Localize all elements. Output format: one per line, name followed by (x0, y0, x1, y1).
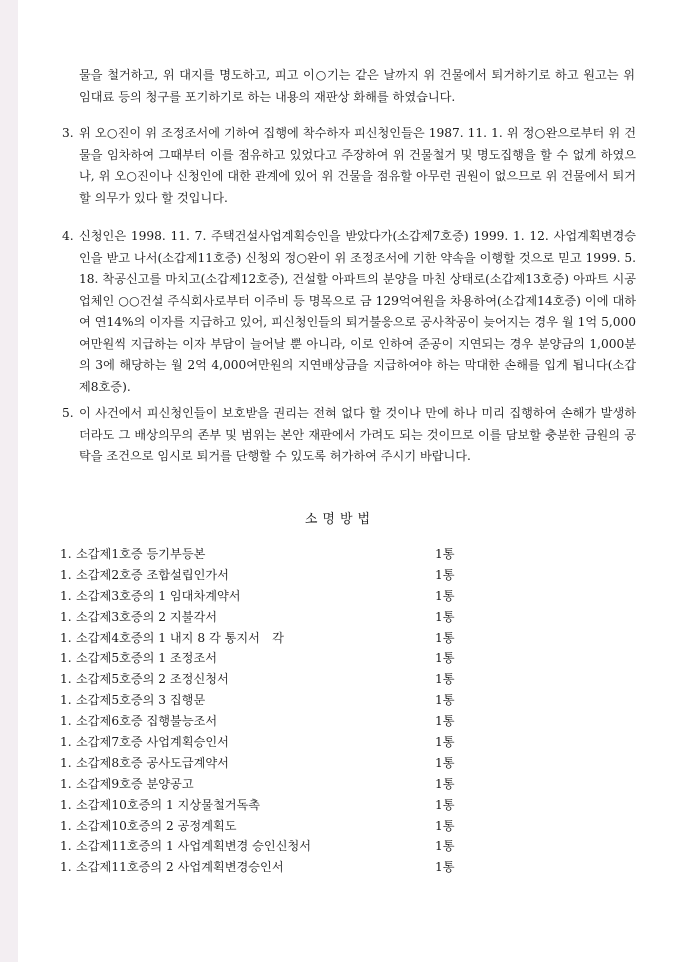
evidence-number: 1. (60, 547, 72, 561)
evidence-item (60, 648, 480, 669)
evidence-number: 1. (60, 797, 72, 812)
evidence-quantity: 1통 (435, 860, 455, 875)
evidence-number: 1. (60, 693, 72, 708)
evidence-item (60, 669, 480, 690)
evidence-quantity: 1통 (435, 776, 455, 791)
evidence-name: 소갑제2호증 조합설립인가서 (76, 567, 229, 582)
page-edge (0, 0, 18, 962)
evidence-item (60, 774, 480, 795)
evidence-number: 1. (60, 776, 72, 791)
evidence-name: 소갑제10호증의 1 지상물철거독촉 (76, 797, 261, 812)
evidence-number: 1. (60, 588, 72, 603)
paragraph-3 (62, 123, 636, 209)
evidence-item (60, 836, 480, 857)
evidence-number: 1. (60, 567, 72, 582)
intro-paragraph: 물을 철거하고, 위 대지를 명도하고, 피고 이○기는 같은 날까지 위 건물에서 퇴거하기로 하고 원고는 위 임대료 등의 청구를 포기하기로 하는 내용의 재판상 화해를 하였습니다. (79, 68, 635, 104)
evidence-name: 소갑제6호증 집행불능조서 (76, 714, 218, 729)
evidence-item (60, 711, 480, 732)
evidence-number: 1. (60, 735, 72, 750)
evidence-item (60, 544, 480, 565)
evidence-name: 소갑제3호증의 2 지불각서 (76, 609, 217, 624)
evidence-number: 1. (60, 630, 72, 645)
paragraph-text: 위 오○진이 위 조정조서에 기하여 집행에 착수하자 피신청인들은 1987. 11. 1. 위 정○완으로부터 위 건물을 임차하여 그때부터 이를 점유하고 있었다고 주장하여 위 건물철거 및 명도집행을 할 수 없게 하였으나, 위 오○진이나 신청인에 대한 관계에 있어 위 건물을 점유할 아무런 권원이 없으므로 위 건물에서 퇴거할 의무가 있다 할 것입니다. (79, 126, 636, 205)
evidence-quantity: 1통 (435, 651, 455, 666)
evidence-name: 소갑제1호증 등기부등본 (76, 547, 206, 561)
evidence-quantity: 1통 (435, 797, 455, 812)
evidence-number: 1. (60, 755, 72, 770)
evidence-quantity: 1통 (435, 547, 455, 561)
evidence-item (60, 753, 480, 774)
evidence-name: 소갑제8호증 공사도급계약서 (76, 755, 229, 770)
evidence-number: 1. (60, 818, 72, 833)
evidence-name: 소갑제7호증 사업계획승인서 (76, 735, 229, 750)
evidence-item (60, 857, 480, 878)
evidence-quantity: 1통 (435, 735, 455, 750)
paragraph-number: 4. (62, 229, 74, 243)
evidence-quantity: 1통 (435, 630, 455, 645)
evidence-quantity: 1통 (435, 588, 455, 603)
evidence-name: 소갑제4호증의 1 내지 8 각 통지서 각 (76, 630, 284, 645)
evidence-number: 1. (60, 839, 72, 854)
evidence-item (60, 565, 480, 586)
evidence-name: 소갑제11호증의 1 사업계획변경 승인신청서 (76, 839, 312, 854)
evidence-number: 1. (60, 860, 72, 875)
evidence-item (60, 628, 480, 649)
evidence-number: 1. (60, 609, 72, 624)
evidence-quantity: 1통 (435, 567, 455, 582)
evidence-name: 소갑제5호증의 3 집행문 (76, 693, 206, 708)
evidence-name: 소갑제3호증의 1 임대차계약서 (76, 588, 241, 603)
evidence-name: 소갑제11호증의 2 사업계획변경승인서 (76, 860, 284, 875)
evidence-number: 1. (60, 714, 72, 729)
evidence-name: 소갑제5호증의 2 조정신청서 (76, 672, 229, 687)
evidence-quantity: 1통 (435, 693, 455, 708)
paragraph-number: 3. (62, 126, 74, 140)
paragraph-4 (62, 226, 636, 398)
evidence-item (60, 586, 480, 607)
evidence-name: 소갑제10호증의 2 공정계획도 (76, 818, 237, 833)
evidence-item (60, 607, 480, 628)
evidence-quantity: 1통 (435, 714, 455, 729)
evidence-name: 소갑제5호증의 1 조정조서 (76, 651, 217, 666)
paragraph-text: 이 사건에서 피신청인들이 보호받을 권리는 전혀 없다 할 것이나 만에 하나 미리 집행하여 손해가 발생하더라도 그 배상의무의 존부 및 범위는 본안 재판에서 가려도 되는 것이므로 이를 담보할 충분한 금원의 공탁을 조건으로 임시로 퇴거를 단행할 수 있도록 허가하여 주시기 바랍니다. (79, 406, 636, 463)
evidence-quantity: 1통 (435, 755, 455, 770)
evidence-item (60, 795, 480, 816)
paragraph-number: 5. (62, 406, 74, 420)
evidence-list (60, 544, 480, 878)
evidence-item (60, 732, 480, 753)
evidence-number: 1. (60, 651, 72, 666)
paragraph-5 (62, 403, 636, 468)
evidence-quantity: 1통 (435, 672, 455, 687)
evidence-number: 1. (60, 672, 72, 687)
evidence-quantity: 1통 (435, 839, 455, 854)
evidence-heading: 소명방법 (304, 512, 376, 527)
evidence-name: 소갑제9호증 분양공고 (76, 776, 194, 791)
paragraph-text: 신청인은 1998. 11. 7. 주택건설사업계획승인을 받았다가(소갑제7호증) 1999. 1. 12. 사업계획변경승인을 받고 나서(소갑제11호증) 신청외 정○완이 위 조정조서에 기한 약속을 이행할 것으로 믿고 1999. 5. 18. 착공신고를 마치고(소갑제12호증), 건설할 아파트의 분양을 마친 상태로(소갑제13호증) 아파트 시공업체인 ○○건설 주식회사로부터 이주비 등 명목으로 금 129억여원을 차용하여(소갑제14호증) 이에 대하여 연14%의 이자를 지급하고 있어, 피신청인들의 퇴거불응으로 공사착공이 늦어지는 경우 월 1억 5,000여만원씩 지급하는 이자 부담이 늘어날 뿐 아니라, 이로 인하여 준공이 지연되는 경우 분양금의 1,000분의 3에 해당하는 월 2억 4,000여만원의 지연배상금을 지급하여야 하는 막대한 손해를 입게 됩니다(소갑제8호증). (79, 229, 636, 394)
evidence-item (60, 690, 480, 711)
evidence-quantity: 1통 (435, 818, 455, 833)
evidence-quantity: 1통 (435, 609, 455, 624)
evidence-item (60, 816, 480, 837)
